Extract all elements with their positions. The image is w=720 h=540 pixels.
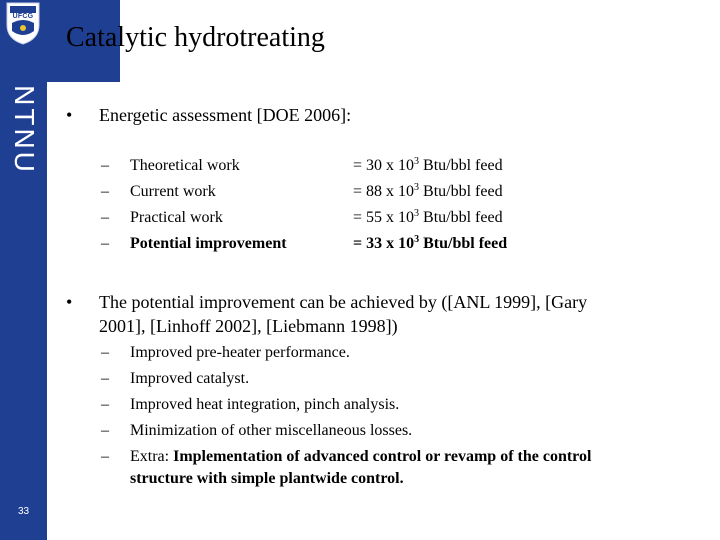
page-number: 33 — [17, 506, 30, 517]
work-item-label: Potential improvement — [130, 235, 287, 252]
work-item-value: = 30 x $10^3$ Btu/bbl feed — [353, 156, 503, 174]
work-item-label: Current work — [130, 183, 216, 200]
dash-marker: – — [101, 209, 109, 226]
work-item-label: Practical work — [130, 209, 223, 226]
work-item-value: = 33 x $10^3$ Btu/bbl feed — [353, 234, 508, 252]
dash-marker: – — [101, 344, 109, 361]
work-item-value: = 55 x $10^3$ Btu/bbl feed — [353, 208, 503, 226]
dash-marker: – — [101, 235, 109, 252]
brand-text: NTNU — [9, 85, 40, 175]
dash-marker: – — [101, 448, 109, 465]
bullet-text-line1: The potential improvement can be achieved by ([ANL 1999], [Gary — [99, 292, 588, 312]
shield-icon — [3, 1, 43, 45]
work-item-label: Theoretical work — [130, 157, 240, 174]
bullet-text-line2: 2001], [Linhoff 2002], [Liebmann 1998]) — [99, 316, 398, 336]
dash-marker: – — [101, 422, 109, 439]
extra-bold-line1: Implementation of advanced control or revamp of the control — [173, 448, 592, 465]
dash-marker: – — [101, 396, 109, 413]
dash-marker: – — [101, 183, 109, 200]
improvement-text: Improved pre-heater performance. — [130, 344, 350, 361]
improvement-text: Improved heat integration, pinch analysis. — [130, 396, 400, 413]
work-item-value: = 88 x $10^3$ Btu/bbl feed — [353, 182, 503, 200]
dash-marker: – — [101, 157, 109, 174]
slide-title: Catalytic hydrotreating — [66, 22, 325, 53]
university-logo — [3, 1, 43, 45]
improvement-text: Minimization of other miscellaneous losses. — [130, 422, 413, 439]
extra-text — [130, 447, 591, 467]
bullet-marker: • — [66, 292, 73, 312]
brand-mark — [4, 84, 44, 176]
dash-marker: – — [101, 370, 109, 387]
bullet-text: Energetic assessment [DOE 2006]: — [99, 105, 352, 125]
bullet-marker: • — [66, 105, 73, 125]
extra-bold-line2: structure with simple plantwide control. — [130, 470, 404, 487]
improvement-text: Improved catalyst. — [130, 370, 250, 387]
logo-label: UFCG — [12, 13, 34, 20]
extra-lead: Extra: — [130, 448, 174, 465]
